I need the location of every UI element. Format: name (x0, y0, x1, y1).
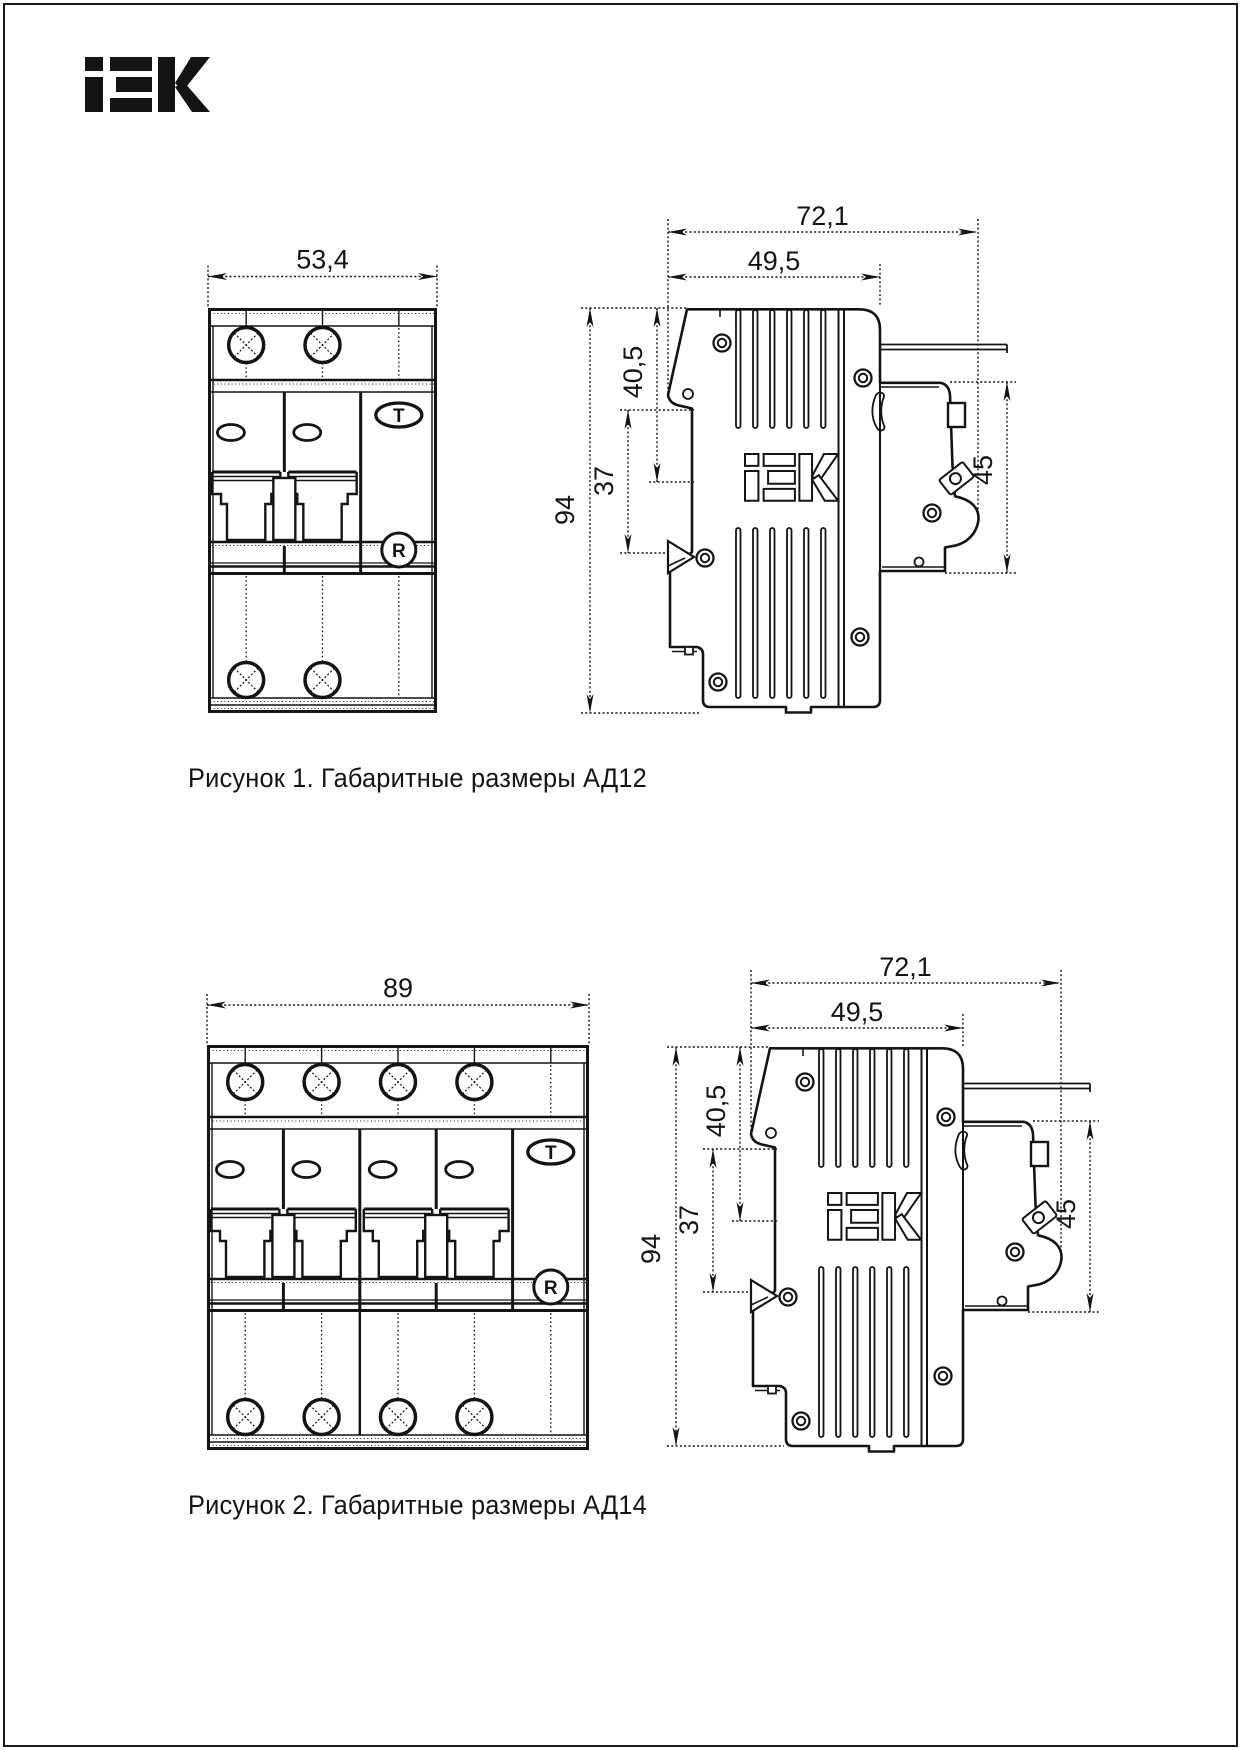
ad12-front-view (208, 245, 437, 714)
svg-text:94: 94 (636, 1233, 666, 1265)
svg-text:45: 45 (1051, 1198, 1081, 1230)
svg-text:94: 94 (550, 494, 580, 526)
ad14-front-view (207, 973, 589, 1450)
reset-button-label: R (543, 1278, 558, 1299)
svg-text:49,5: 49,5 (747, 246, 801, 276)
test-button-label: Т (544, 1143, 557, 1164)
ad14-side-view (636, 952, 1099, 1452)
svg-text:89: 89 (382, 973, 414, 1003)
reset-button-label: R (391, 541, 406, 562)
svg-text:72,1: 72,1 (796, 201, 849, 231)
svg-text:40,5: 40,5 (701, 1084, 731, 1138)
ad12-side-view (550, 201, 1016, 713)
figure-2-caption: Рисунок 2. Габаритные размеры АД14 (188, 1490, 647, 1520)
svg-text:37: 37 (674, 1204, 704, 1236)
svg-text:37: 37 (589, 465, 619, 497)
svg-text:72,1: 72,1 (879, 952, 932, 982)
svg-text:45: 45 (968, 454, 998, 486)
ad12-front-view-width-dim (208, 245, 437, 309)
svg-text:49,5: 49,5 (830, 997, 884, 1027)
ad14-front-view-width-dim (207, 973, 589, 1045)
figure-1-caption: Рисунок 1. Габаритные размеры АД12 (188, 763, 647, 793)
svg-text:53,4: 53,4 (296, 244, 349, 275)
svg-text:40,5: 40,5 (618, 345, 648, 399)
test-button-label: Т (393, 406, 405, 427)
